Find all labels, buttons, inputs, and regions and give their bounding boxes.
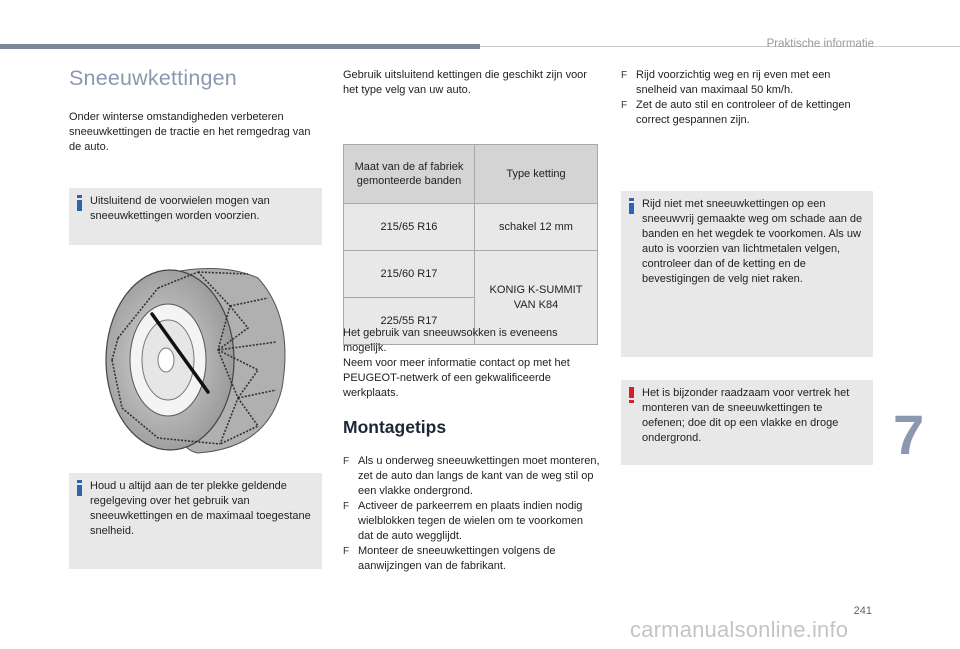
snow-socks-line: Het gebruik van sneeuwsokken is eveneens mogelijk. [343,327,558,354]
list-item [343,454,601,499]
header-rule [480,46,960,47]
table-cell-size: 215/65 R16 [344,204,475,251]
montage-steps-list [343,454,601,574]
step-text: Monteer de sneeuwkettingen volgens de aanwijzingen van de fabrikant. [358,545,556,572]
chain-fit-paragraph: Gebruik uitsluitend kettingen die geschikt zijn voor het type velg van uw auto. [343,69,587,96]
check-bullet-icon: F [621,70,628,81]
page-title: Sneeuwkettingen [69,66,237,90]
chain-size-table [343,144,598,345]
check-bullet-icon: F [621,100,628,111]
table-cell-chain: KONIG K-SUMMIT VAN K84 [475,251,598,345]
table-header-chain-type: Type ketting [475,145,598,204]
table-cell-size: 215/60 R17 [344,251,475,298]
step-text: Zet de auto stil en controleer of de kettingen correct gespannen zijn. [636,99,851,126]
step-text: Rijd voorzichtig weg en rij even met een snelheid van maximaal 50 km/h. [636,69,831,96]
list-item [343,499,601,544]
check-bullet-icon: F [343,456,350,467]
check-bullet-icon: F [343,546,350,557]
section-title: Praktische informatie [766,38,874,50]
chapter-number: 7 [893,403,925,466]
info-box-text: Uitsluitend de voorwielen mogen van sneeuwkettingen worden voorzien. [90,195,270,222]
header-bar [0,44,480,49]
watermark: carmanualsonline.info [630,617,849,642]
list-item [343,544,601,574]
warning-box-text: Het is bijzonder raadzaam voor vertrek het monteren van de sneeuwkettingen te oefenen; doe dit op een vlakke en droge ondergrond. [642,387,850,444]
warning-box-practice [621,380,873,465]
info-icon [629,198,634,214]
warning-icon [629,387,634,403]
snow-chain-wheel-illustration [98,258,294,458]
snow-socks-paragraph [343,326,601,401]
table-header-row [344,145,598,204]
table-cell-size: 225/55 R17 [344,298,475,345]
step-text: Als u onderweg sneeuwkettingen moet monteren, zet de auto dan langs de kant van de weg stil op een vlakke ondergrond. [358,455,600,497]
info-icon [77,480,82,496]
info-box-text: Houd u altijd aan de ter plekke geldende regelgeving over het gebruik van sneeuwkettingen en de maximaal toegestane snelheid. [90,480,311,537]
table-row [344,204,598,251]
driving-steps-list [621,68,873,128]
table-header-tire-size: Maat van de af fabriek gemonteerde banden [344,145,475,204]
info-icon [77,195,82,211]
intro-paragraph: Onder winterse omstandigheden verbeteren sneeuwkettingen de tractie en het remgedrag van de auto. [69,111,311,153]
info-box-regulations [69,473,322,569]
info-box-front-wheels [69,188,322,245]
page-number: 241 [853,605,872,617]
check-bullet-icon: F [343,501,350,512]
list-item [621,68,873,98]
info-box-text: Rijd niet met sneeuwkettingen op een sneeuwvrij gemaakte weg om schade aan de banden en het wegdek te voorkomen. Als uw auto is voorzien van lichtmetalen velgen, controleer dan of de ketting en de bevestigingen de velg niet raken. [642,198,863,285]
list-item [621,98,873,128]
step-text: Activeer de parkeerrem en plaats indien nodig wielblokken tegen de wielen om te voorkomen dat de auto wegglijdt. [358,500,584,542]
table-row [344,251,598,298]
info-box-cleared-road [621,191,873,357]
montage-tips-heading: Montagetips [343,417,447,437]
table-cell-chain: schakel 12 mm [475,204,598,251]
contact-line: Neem voor meer informatie contact op met het PEUGEOT-netwerk of een gekwalificeerde werkplaats. [343,357,570,399]
